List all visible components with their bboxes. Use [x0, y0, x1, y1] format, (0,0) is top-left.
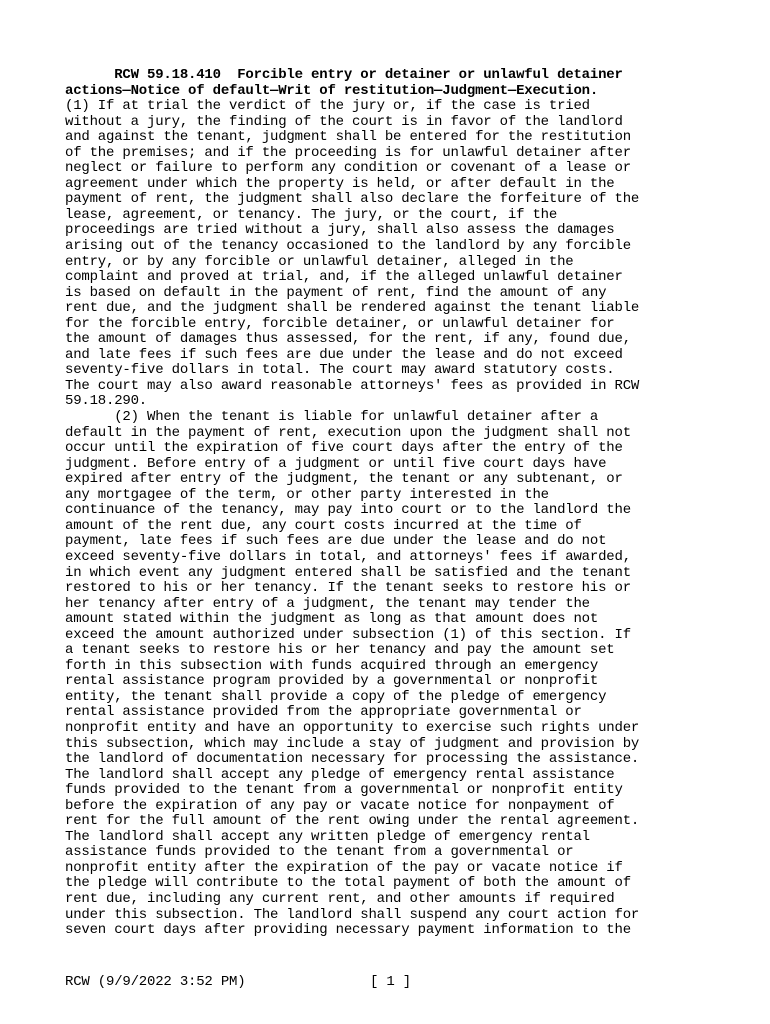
- statute-heading: [65, 68, 705, 99]
- body-line: her tenancy after entry of a judgment, the tenant may tender the: [65, 595, 590, 612]
- body-line: exceed seventy-five dollars in total, and attorneys' fees if awarded,: [65, 548, 631, 565]
- body-line: complaint and proved at trial, and, if the alleged unlawful detainer: [65, 269, 623, 286]
- body-line: agreement under which the property is held, or after default in the: [65, 175, 615, 192]
- statute-body: [65, 99, 705, 939]
- body-line: entity, the tenant shall provide a copy of the pledge of emergency: [65, 688, 607, 705]
- body-line: payment of rent, the judgment shall also declare the forfeiture of the: [65, 191, 640, 208]
- body-line: seven court days after providing necessary payment information to the: [65, 922, 631, 939]
- body-line: rent due, including any current rent, and other amounts if required: [65, 890, 615, 907]
- body-line: (1) If at trial the verdict of the jury or, if the case is tried: [65, 98, 590, 115]
- body-line: restored to his or her tenancy. If the tenant seeks to restore his or: [65, 580, 631, 597]
- body-line: amount stated within the judgment as long as that amount does not: [65, 611, 599, 628]
- heading-line: RCW 59.18.410 Forcible entry or detainer or unlawful detainer: [65, 67, 623, 83]
- body-line: funds provided to the tenant from a governmental or nonprofit entity: [65, 782, 623, 799]
- body-line: The court may also award reasonable attorneys' fees as provided in RCW: [65, 377, 640, 394]
- body-line: exceed the amount authorized under subsection (1) of this section. If: [65, 626, 631, 643]
- body-line: under this subsection. The landlord shall suspend any court action for: [65, 906, 640, 923]
- body-line: arising out of the tenancy occasioned to the landlord by any forcible: [65, 238, 631, 255]
- body-line: amount of the rent due, any court costs incurred at the time of: [65, 517, 582, 534]
- body-line: occur until the expiration of five court days after the entry of the: [65, 440, 623, 457]
- body-line: rent due, and the judgment shall be rendered against the tenant liable: [65, 300, 640, 317]
- body-line: neglect or failure to perform any condition or covenant of a lease or: [65, 160, 631, 177]
- body-line: of the premises; and if the proceeding is for unlawful detainer after: [65, 144, 631, 161]
- document-page: [65, 68, 705, 939]
- body-line: for the forcible entry, forcible detainer, or unlawful detainer for: [65, 315, 615, 332]
- body-line: judgment. Before entry of a judgment or until five court days have: [65, 455, 607, 472]
- footer-page-number: [ 1 ]: [370, 974, 412, 990]
- body-line: rental assistance program provided by a governmental or nonprofit: [65, 673, 599, 690]
- body-line: seventy-five dollars in total. The court may award statutory costs.: [65, 362, 615, 379]
- body-line: the landlord of documentation necessary for processing the assistance.: [65, 751, 640, 768]
- body-line: default in the payment of rent, execution upon the judgment shall not: [65, 424, 631, 441]
- body-line: any mortgagee of the term, or other party interested in the: [65, 486, 549, 503]
- body-line: before the expiration of any pay or vacate notice for nonpayment of: [65, 797, 615, 814]
- body-line: nonprofit entity and have an opportunity to exercise such rights under: [65, 719, 640, 736]
- body-line: (2) When the tenant is liable for unlawful detainer after a: [65, 409, 599, 426]
- body-line: payment, late fees if such fees are due under the lease and do not: [65, 533, 607, 550]
- body-line: and late fees if such fees are due under the lease and do not exceed: [65, 346, 623, 363]
- body-line: rent for the full amount of the rent owing under the rental agreement.: [65, 813, 640, 830]
- body-line: in which event any judgment entered shall be satisfied and the tenant: [65, 564, 631, 581]
- body-line: rental assistance provided from the appropriate governmental or: [65, 704, 582, 721]
- body-line: a tenant seeks to restore his or her tenancy and pay the amount set: [65, 642, 615, 659]
- body-line: 59.18.290.: [65, 393, 148, 410]
- body-line: The landlord shall accept any written pledge of emergency rental: [65, 828, 590, 845]
- body-line: is based on default in the payment of rent, find the amount of any: [65, 284, 607, 301]
- body-line: assistance funds provided to the tenant from a governmental or: [65, 844, 574, 861]
- body-line: the pledge will contribute to the total payment of both the amount of: [65, 875, 631, 892]
- body-line: nonprofit entity after the expiration of the pay or vacate notice if: [65, 859, 623, 876]
- heading-line: actions—Notice of default—Writ of restitution—Judgment—Execution.: [65, 82, 599, 99]
- body-line: lease, agreement, or tenancy. The jury, or the court, if the: [65, 206, 558, 223]
- body-line: this subsection, which may include a stay of judgment and provision by: [65, 735, 640, 752]
- body-line: entry, or by any forcible or unlawful detainer, alleged in the: [65, 253, 574, 270]
- footer-timestamp: RCW (9/9/2022 3:52 PM): [65, 974, 246, 990]
- body-line: and against the tenant, judgment shall be entered for the restitution: [65, 129, 631, 146]
- body-line: expired after entry of the judgment, the tenant or any subtenant, or: [65, 471, 623, 488]
- body-line: proceedings are tried without a jury, shall also assess the damages: [65, 222, 615, 239]
- body-line: continuance of the tenancy, may pay into court or to the landlord the: [65, 502, 631, 519]
- body-line: the amount of damages thus assessed, for the rent, if any, found due,: [65, 331, 631, 348]
- body-line: The landlord shall accept any pledge of emergency rental assistance: [65, 766, 615, 783]
- body-line: without a jury, the finding of the court is in favor of the landlord: [65, 113, 623, 130]
- body-line: forth in this subsection with funds acquired through an emergency: [65, 657, 599, 674]
